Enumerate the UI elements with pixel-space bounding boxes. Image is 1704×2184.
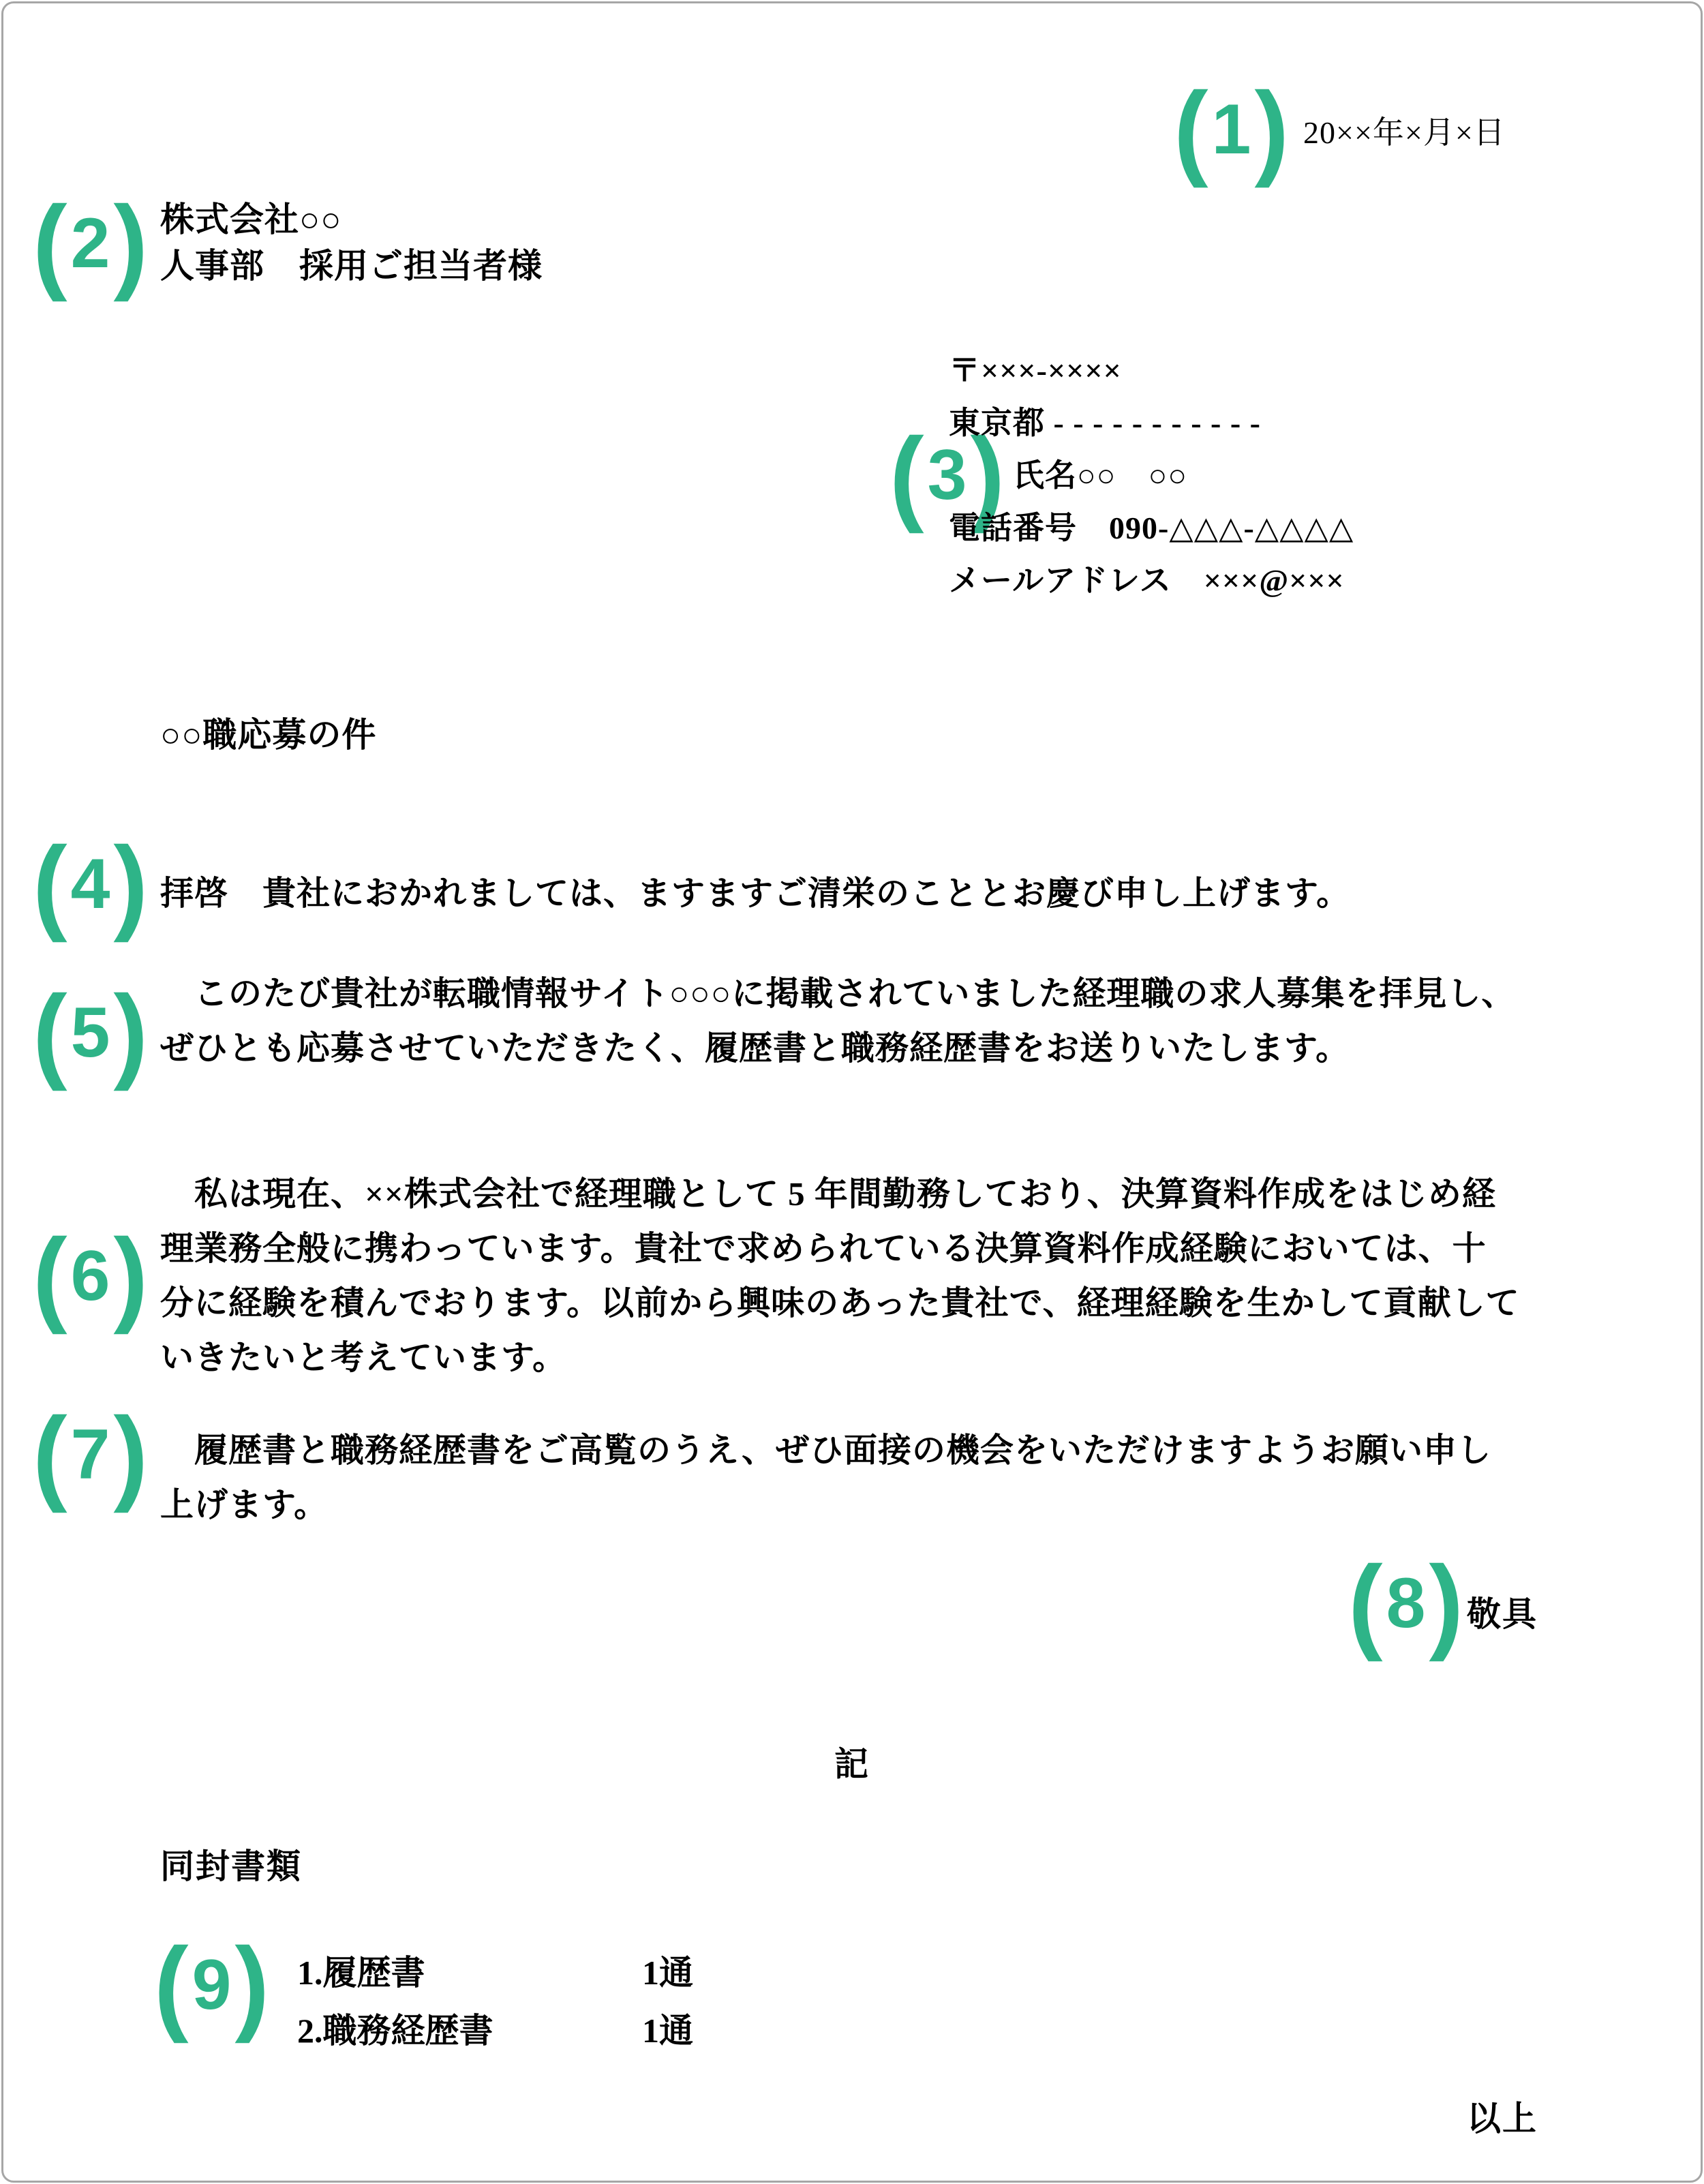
enclosure-label: 1.履歴書 bbox=[297, 1954, 425, 1992]
enclosure-count: 1通 bbox=[642, 1954, 693, 1992]
annotation-paren-close: ) bbox=[970, 416, 1005, 534]
sender-block bbox=[949, 344, 1354, 607]
sender-name: 氏名○○ ○○ bbox=[949, 458, 1188, 493]
recipient-contact: 人事部 採用ご担当者様 bbox=[160, 247, 543, 285]
annotation-mark-5 bbox=[33, 973, 149, 1092]
annotation-mark-1 bbox=[1174, 70, 1290, 189]
enclosure-row bbox=[297, 1944, 693, 2002]
end-mark: 以上 bbox=[1467, 2099, 1538, 2138]
sender-phone: 電話番号 090-△△△-△△△△ bbox=[949, 511, 1354, 545]
annotation-paren-open: ( bbox=[33, 825, 67, 943]
annotation-number: 3 bbox=[927, 436, 967, 515]
annotation-paren-close: ) bbox=[113, 1217, 149, 1335]
greeting-line: 拝啓 貴社におかれましては、ますますご清栄のこととお慶び申し上げます。 bbox=[160, 875, 1351, 912]
annotation-number: 4 bbox=[70, 845, 110, 924]
annotation-paren-close: ) bbox=[113, 825, 149, 943]
annotation-paren-close: ) bbox=[1429, 1544, 1464, 1663]
annotation-mark-4 bbox=[33, 825, 149, 943]
annotation-mark-9 bbox=[154, 1926, 270, 2044]
annotation-mark-6 bbox=[33, 1217, 149, 1335]
annotation-number: 8 bbox=[1386, 1564, 1426, 1643]
sender-email: メールアドレス ×××@××× bbox=[949, 563, 1345, 598]
annotation-paren-close: ) bbox=[234, 1926, 270, 2044]
annotation-number: 6 bbox=[70, 1237, 110, 1316]
annotation-paren-close: ) bbox=[1254, 70, 1290, 189]
subject-line: ○○職応募の件 bbox=[160, 716, 377, 754]
date-line: 20××年×月×日 bbox=[1303, 115, 1506, 150]
sender-postal: 〒×××-×××× bbox=[949, 353, 1122, 388]
notation-mark: 記 bbox=[834, 1745, 870, 1783]
recipient-company: 株式会社○○ bbox=[160, 200, 342, 239]
body-paragraph-1: このたび貴社が転職情報サイト○○○に掲載されていました経理職の求人募集を拝見し、ぜひとも応募させていただきたく、履歴書と職務経歴書をお送りいたします。 bbox=[160, 975, 1516, 1067]
annotation-paren-open: ( bbox=[154, 1926, 189, 2044]
enclosure-label: 2.職務経歴書 bbox=[297, 2012, 493, 2050]
annotation-paren-close: ) bbox=[113, 973, 149, 1092]
body-paragraph-3: 履歴書と職務経歴書をご高覧のうえ、ぜひ面接の機会をいただけますようお願い申し上げます。 bbox=[160, 1431, 1491, 1523]
annotation-mark-8 bbox=[1348, 1544, 1464, 1663]
enclosures-heading: 同封書類 bbox=[160, 1847, 302, 1885]
annotation-number: 1 bbox=[1211, 90, 1251, 170]
annotation-paren-close: ) bbox=[113, 1395, 149, 1514]
annotation-paren-close: ) bbox=[113, 184, 149, 303]
annotation-number: 7 bbox=[70, 1415, 110, 1495]
annotation-paren-open: ( bbox=[33, 1395, 67, 1514]
annotation-paren-open: ( bbox=[1348, 1544, 1383, 1663]
enclosures-list bbox=[297, 1944, 693, 2060]
annotation-paren-open: ( bbox=[33, 1217, 67, 1335]
closing-word: 敬具 bbox=[1467, 1595, 1538, 1633]
annotation-number: 2 bbox=[70, 204, 110, 284]
annotation-mark-7 bbox=[33, 1395, 149, 1514]
sender-address: 東京都 - - - - - - - - - - - bbox=[949, 406, 1262, 440]
enclosure-count: 1通 bbox=[642, 2012, 693, 2050]
annotation-paren-open: ( bbox=[33, 973, 67, 1092]
annotation-paren-open: ( bbox=[1174, 70, 1208, 189]
annotation-mark-2 bbox=[33, 184, 149, 303]
recipient-block bbox=[160, 196, 543, 289]
annotation-number: 5 bbox=[70, 993, 110, 1073]
annotation-paren-open: ( bbox=[33, 184, 67, 303]
body-paragraph-2: 私は現在、××株式会社で経理職として 5 年間勤務しており、決算資料作成をはじめ経理業務全般に携わっています。貴社で求められている決算資料作成経験においては、十分に経験を積んでおります。以前から興味のあった貴社で、経理経験を生かして貢献していきたいと考えています。 bbox=[160, 1175, 1520, 1376]
annotation-number: 9 bbox=[192, 1945, 232, 2025]
annotation-paren-open: ( bbox=[889, 416, 924, 534]
enclosure-row bbox=[297, 2002, 693, 2060]
